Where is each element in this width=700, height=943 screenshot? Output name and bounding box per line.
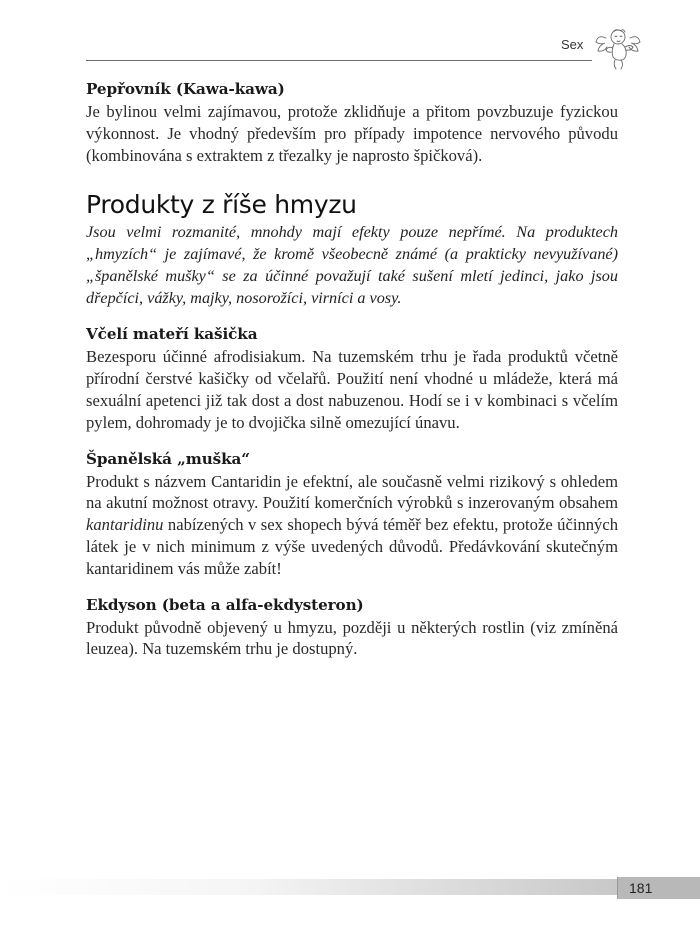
footer-band [0,879,618,895]
running-header-label: Sex [561,37,584,52]
section-paragraph: Produkt původně objevený u hmyzu, později u některých rostlin (viz zmíněná leuzea). Na tuzemském trhu je dostupný. [86,617,618,659]
page-number: 181 [629,880,653,896]
chapter-intro: Jsou velmi rozmanité, mnohdy mají efekty pouze nepřímé. Na produktech „hmyzích“ je zajímavé, že kromě všeobecně známé (a prakticky nevyužívané) „španělské mušky“ se za účinné považují také sušení mletí jedinci, jako jsou dřepčíci, vážky, majky, nosorožíci, virníci a vosy. [86,223,618,308]
cherub-icon [594,22,644,72]
section-paragraph: Je bylinou velmi zajímavou, protože zklidňuje a přitom povzbuzuje fyzickou výkonnost. Je vhodný především pro případy impotence nervového původu (kombinována s extraktem z třezalky je naprosto špičková). [86,102,618,165]
page-content [86,80,618,660]
section-heading: Včelí mateří kašička [86,325,258,344]
section-heading: Pepřovník (Kawa-kawa) [86,80,285,98]
section-kawa-kawa [86,80,618,166]
section-spanelska-muska [86,450,618,580]
section-ekdyson [86,596,618,661]
section-heading: Španělská „muška“ [86,449,250,468]
section-heading: Ekdyson (beta a alfa-ekdysteron) [86,595,364,614]
section-paragraph: Bezesporu účinné afrodisiakum. Na tuzemském trhu je řada produktů včetně přírodní čerstvé kašičky od včelařů. Použití není vhodné u mládeže, která má sexuální apetenci již tak dost a dost nabuzenou. Hodí se i v kombinaci s včelím pylem, dohromady je to dvojička silně omezující únavu. [86,347,618,432]
section-paragraph [86,471,618,580]
paragraph-text: nabízených v sex shopech bývá téměř bez efektu, protože účinných látek je v nich minimum z výše uvedených důvodů. Předávkování skutečným kantaridinem vás může zabít! [86,515,618,578]
paragraph-text: Produkt s názvem Cantaridin je efektní, ale současně velmi rizikový s ohledem na akutní možnost otravy. Použití komerčních výrobků s inzerovaným obsahem [86,471,618,513]
chapter-title: Produkty z říše hmyzu [86,190,357,220]
page-number-box [618,877,700,899]
header-rule [86,60,592,61]
section-materi-kasicka [86,325,618,433]
emphasis-term: kantaridinu [86,515,164,535]
